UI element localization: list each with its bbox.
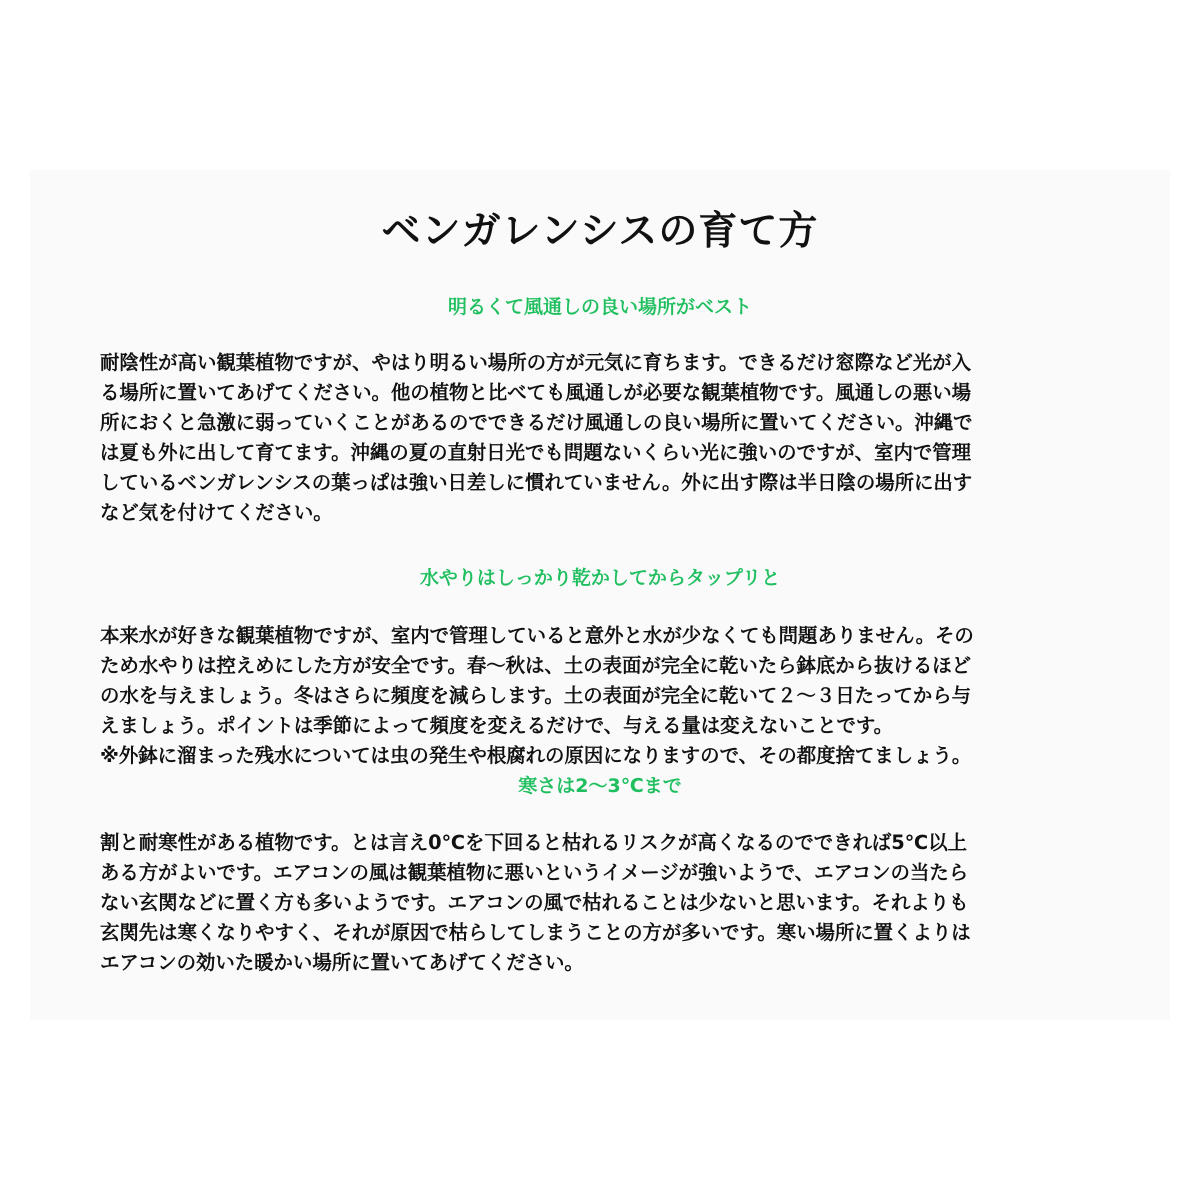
body-line: 玄関先は寒くなりやすく、それが原因で枯らしてしまうことの方が多いです。寒い場所に置くよりは [100, 921, 971, 944]
content-card [30, 170, 1170, 1020]
body-line: ある方がよいです。エアコンの風は観葉植物に悪いというイメージが強いようで、エアコンの当たら [100, 861, 969, 884]
section-body-location [100, 348, 1100, 528]
section-body-cold [100, 828, 1100, 978]
body-line: る場所に置いてあげてください。他の植物と比べても風通しが必要な観葉植物です。風通しの悪い場 [100, 381, 972, 404]
body-line: えましょう。ポイントは季節によって頻度を変えるだけで、与える量は変えないことです。 [100, 714, 894, 737]
body-line: など気を付けてください。 [100, 501, 333, 524]
body-line: 所におくと急激に弱っていくことがあるのでできるだけ風通しの良い場所に置いてください。沖縄で [100, 411, 973, 434]
body-line: の水を与えましょう。冬はさらに頻度を減らします。土の表面が完全に乾いて２〜３日たってから与 [100, 684, 972, 707]
body-line: ない玄関などに置く方も多いようです。エアコンの風で枯れることは少ないと思います。それよりも [100, 891, 969, 914]
body-line: しているベンガレンシスの葉っぱは強い日差しに慣れていません。外に出す際は半日陰の場所に出す [100, 471, 973, 494]
body-line: は夏も外に出して育てます。沖縄の夏の直射日光でも問題ないくらい光に強いのですが、室内で管理 [100, 441, 972, 464]
body-line: 割と耐寒性がある植物です。とは言え0℃を下回ると枯れるリスクが高くなるのでできれば5℃以上 [100, 831, 968, 854]
section-body-watering [100, 621, 1100, 771]
section-heading-location: 明るくて風通しの良い場所がベスト [447, 296, 752, 318]
page-title: ベンガレンシスの育て方 [381, 209, 819, 254]
body-line: 耐陰性が高い観葉植物ですが、やはり明るい場所の方が元気に育ちます。できるだけ窓際など光が入 [100, 351, 972, 374]
body-line: 本来水が好きな観葉植物ですが、室内で管理していると意外と水が少なくても問題ありません。その [100, 624, 974, 647]
body-line: ため水やりは控えめにした方が安全です。春〜秋は、土の表面が完全に乾いたら鉢底から抜けるほど [100, 654, 972, 677]
body-line: エアコンの効いた暖かい場所に置いてあげてください。 [100, 951, 584, 974]
section-heading-watering: 水やりはしっかり乾かしてからタップリと [419, 567, 781, 589]
section-heading-cold: 寒さは2〜3℃まで [518, 775, 682, 797]
body-line: ※外鉢に溜まった残水については虫の発生や根腐れの原因になりますので、その都度捨てましょう。 [100, 744, 972, 767]
